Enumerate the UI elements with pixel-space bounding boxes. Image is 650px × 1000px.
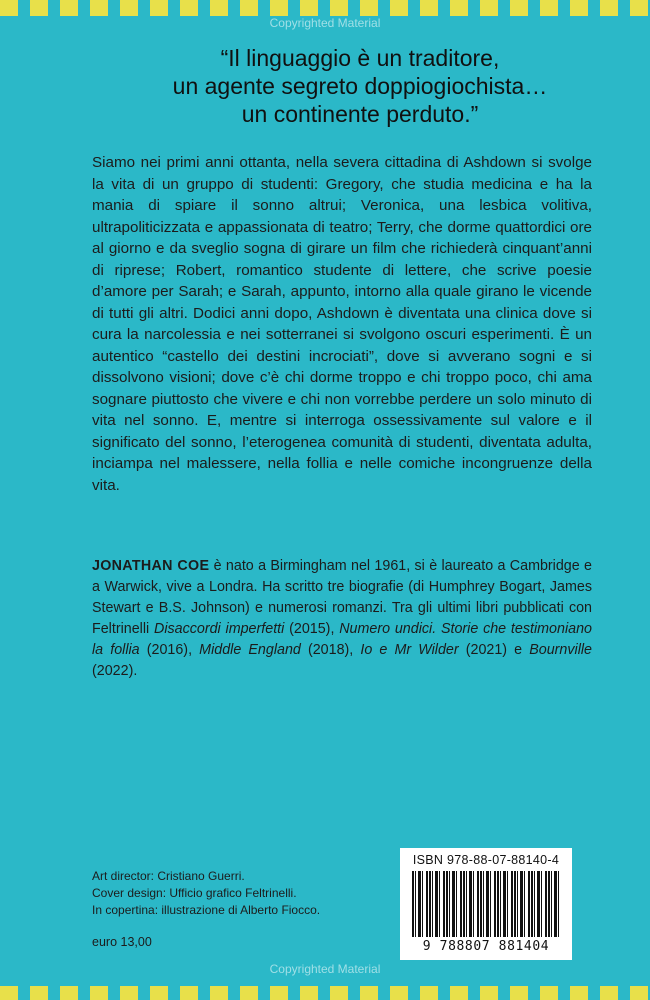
bio-text-4: (2018), <box>300 642 361 658</box>
credits-block <box>92 868 392 919</box>
watermark-top: Copyrighted Material <box>269 16 381 30</box>
isbn-barcode-box <box>400 848 572 960</box>
book-title-5: Bournville <box>529 642 592 658</box>
price-label: euro 13,00 <box>92 935 152 949</box>
barcode-graphic <box>412 871 562 937</box>
barcode-digits: 9 788807 881404 <box>422 939 550 954</box>
bio-text-6: (2022). <box>92 663 138 679</box>
bio-text-1: è nato a Birmingham nel 1961, si è laureato a Cambridge e a Warwick, vive a Londra. Ha scritto tre biografie (di Humphrey Bogart, James Stewart e B.S. Johnson) e numerosi romanzi. Tra gli ultimi libri pubblicati con Feltrinelli <box>92 558 593 637</box>
pull-quote <box>60 44 650 128</box>
bottom-decorative-stripe <box>0 986 650 1000</box>
bio-text-3: (2016), <box>139 642 200 658</box>
book-title-2: Numero undici. Storie che testimoniano la follia <box>92 621 592 658</box>
top-decorative-stripe <box>0 0 650 16</box>
isbn-label: ISBN 978-88-07-88140-4 <box>412 853 560 867</box>
author-bio <box>92 556 592 682</box>
book-title-1: Disaccordi imperfetti <box>154 621 285 637</box>
author-name: JONATHAN COE <box>92 558 210 574</box>
quote-line-2: un agente segreto doppiogiochista… <box>172 73 548 99</box>
credit-cover-design: Cover design: Ufficio grafico Feltrinelli. <box>92 886 297 900</box>
quote-line-1: “Il linguaggio è un traditore, <box>220 45 500 71</box>
watermark-bottom: Copyrighted Material <box>269 962 381 976</box>
book-title-3: Middle England <box>199 642 301 658</box>
bio-text-5: (2021) e <box>458 642 530 658</box>
book-title-4: Io e Mr Wilder <box>360 642 459 658</box>
synopsis-paragraph: Siamo nei primi anni ottanta, nella severa cittadina di Ashdown si svolge la vita di un gruppo di studenti: Gregory, che studia medicina e ha la mania di spiare il sonno altrui; Veronica, una lesbica volitiva, ultrapoliticizzata e appassionata di teatro; Terry, che dorme quattordici ore al giorno e da sveglio sogna di girare un film che richiederà cinquant’anni di riprese; Robert, romantico studente di lettere, che scrive poesie d’amore per Sarah; e Sarah, appunto, intorno alla quale girano le vicende di tutti gli altri. Dodici anni dopo, Ashdown è diventata una clinica dove si cura la narcolessia e nei sotterranei si svolgono oscuri esperimenti. È un autentico “castello dei destini incrociati”, dove si avverano sogni e si dissolvono visioni; dove c’è chi dorme troppo e chi troppo poco, chi ama sognare piuttosto che vivere e chi non vorrebbe perdere un solo minuto di vita nel sonno. E, mentre si interroga ossessivamente sul valore e il significato del sonno, l’eterogenea comunità di studenti, diventata adulta, inciampa nel malessere, nella follia e nelle comiche incongruenze della vita. <box>92 154 592 494</box>
bio-text-2: (2015), <box>284 621 340 637</box>
credit-art-director: Art director: Cristiano Guerri. <box>92 869 245 883</box>
quote-line-3: un continente perduto.” <box>241 101 479 127</box>
credit-cover-image: In copertina: illustrazione di Alberto Fiocco. <box>92 903 321 917</box>
